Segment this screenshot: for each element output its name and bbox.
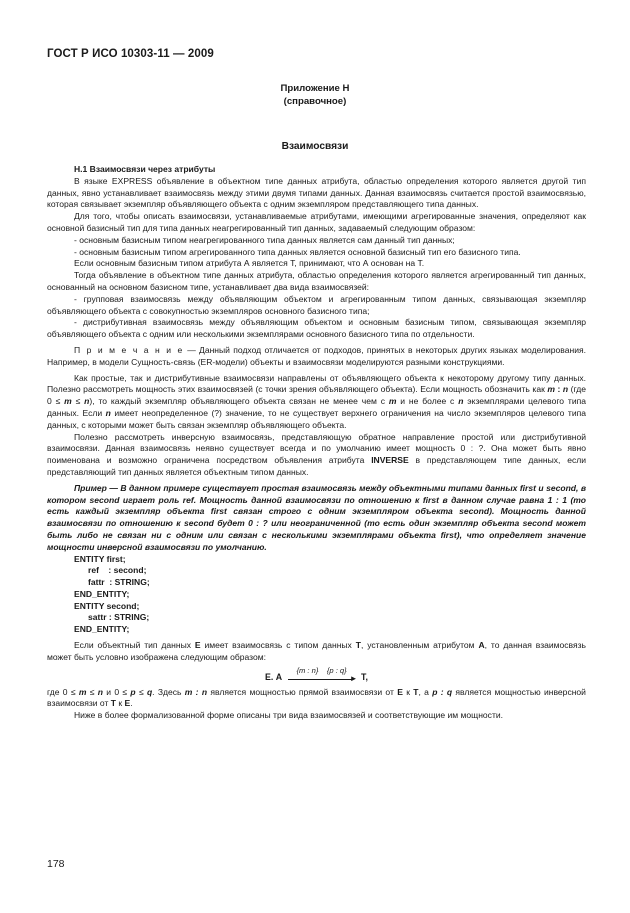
code-line: ENTITY first; [74,553,126,564]
code-line: ref : second; [88,565,147,576]
paragraph: Если основным базисным типом атрибута А является Т, принимают, что А основан на Т. [74,258,425,269]
paragraph: Для того, чтобы описать взаимосвязи, устанавливаемые атрибутами, имеющими агрегированные значения, определяют как основной базисный тип для типа данных неагрегированный тип данных, задаваемый следующим образом: [47,211,586,233]
code-line: ENTITY second; [74,600,140,611]
note-label: П р и м е ч а н и е [74,344,184,355]
formula-right: Т, [361,671,368,682]
paragraph: Ниже в более формализованной форме описаны три вида взаимосвязей и соответствующие им мощности. [74,710,504,721]
example-text: — В данном примере существует простая взаимосвязь между объектными типами данных first и second, в котором second играет роль ref. Мощность данной взаимосвязи по отношению к first в данном случае равна 1 : 1 (то есть каждый экземпляр объекта first связан строго с одним экземпляром объекта second). Мощность данной взаимосвязи по отношению к second будет 0 : ? или неограниченной (то есть один экземпляр объекта second может быть либо не связан ни с одним или связан с несколькими экземплярами объекта first), что определяет значение мощности инверсной взаимосвязи по умолчанию. [47,482,586,552]
relationship-formula [47,666,586,684]
code-block [47,554,586,637]
code-line: END_ENTITY; [74,588,130,599]
paragraph: Как простые, так и дистрибутивные взаимосвязи направлены от объявляющего объекта к некоторому другому типу данных. Полезно рассмотреть мощность этих взаимосвязей (с точки зрения объявляющего объекта). Если мощность обозначить как m : n (где 0 ≤ m ≤ n), то каждый экземпляр объявляющего объекта связан не менее чем с m и не более с n экземплярами целевого типа данных. Если n имеет неопределенное (?) значение, то не существует верхнего ограничения на число экземпляров целевого типа данных, с которыми может быть связан экземпляр объявляющего объекта. [47,372,586,430]
code-line: fattr : STRING; [88,577,150,588]
note-text: — Данный подход отличается от подходов, принятых в некоторых других языках моделирования. Например, в модели Сущность-связь (ER-модели) объекты и взаимосвязи моделируются разными конструкциями. [47,344,586,367]
page-number: 178 [47,858,65,870]
paragraph: Тогда объявление в объектном типе данных атрибута, областью определения которого является агрегированный тип данных, основанный на основном базисном типе, устанавливает два вида взаимосвязей: [47,270,586,292]
example-label: Пример [74,482,107,493]
formula-left: Е. А [265,671,283,682]
list-item: - дистрибутивная взаимосвязь между объявляющим объектом и основным базисным типом, связывающая экземпляр объявляющего объекта с одним или несколькими экземплярами основного базисного типа по отдельности. [47,317,586,340]
appendix-title: Приложение Н [280,83,350,94]
paragraph: Если объектный тип данных Е имеет взаимосвязь с типом данных Т, установленным атрибутом А, то данная взаимосвязь может быть условно изображена следующим образом: [47,640,586,662]
page-title: Взаимосвязи [281,141,349,152]
list-item: - основным базисным типом неагрегированного типа данных является сам данный тип данных; [74,234,455,245]
paragraph: где 0 ≤ m ≤ n и 0 ≤ p ≤ q. Здесь m : n является мощностью прямой взаимосвязи от Е к Т, а p : q является мощностью инверсной взаимосвязи от Т к Е. [47,686,586,709]
standard-header: ГОСТ Р ИСО 10303-11 — 2009 [47,48,214,60]
appendix-subtitle: (справочное) [283,96,347,107]
arrow-icon: {m : n} {p : q} ► [288,671,356,683]
paragraph: В языке EXPRESS объявление в объектном типе данных атрибута, областью определения которого является другой тип данных, явно устанавливает взаимосвязь между этими двумя типами данных. Данная взаимосвязь считается простой взаимосвязью, которая связывает экземпляр объявляющего объекта с одним экземпляром представляющего типа данных. [47,175,586,210]
paragraph: Полезно рассмотреть инверсную взаимосвязь, представляющую обратное направление простой или дистрибутивной взаимосвязи. Данная взаимосвязь неявно существует всегда и по умолчанию имеет мощность 0 : ?. Она может быть явно поименована и возможно ограничена посредством объявления атрибута INVERSE в представляющем типе данных, если представляющий тип данных является объектным типом данных. [47,431,586,477]
appendix-heading [0,82,630,108]
section-heading: Н.1 Взаимосвязи через атрибуты [74,164,216,174]
list-item: - основным базисным типом агрегированного типа данных является основной базисный тип его базисного типа. [74,246,521,257]
list-item: - групповая взаимосвязь между объявляющим объектом и агрегированным типом данных, связывающая экземпляр объявляющего объекта с совокупностью экземпляров основного базисного типа; [47,293,586,316]
note [47,345,586,369]
arrow-label: {m : n} {p : q} [296,666,347,676]
example [47,483,586,554]
body-text [47,164,586,722]
code-line: END_ENTITY; [74,624,130,635]
code-line: sattr : STRING; [88,612,150,623]
